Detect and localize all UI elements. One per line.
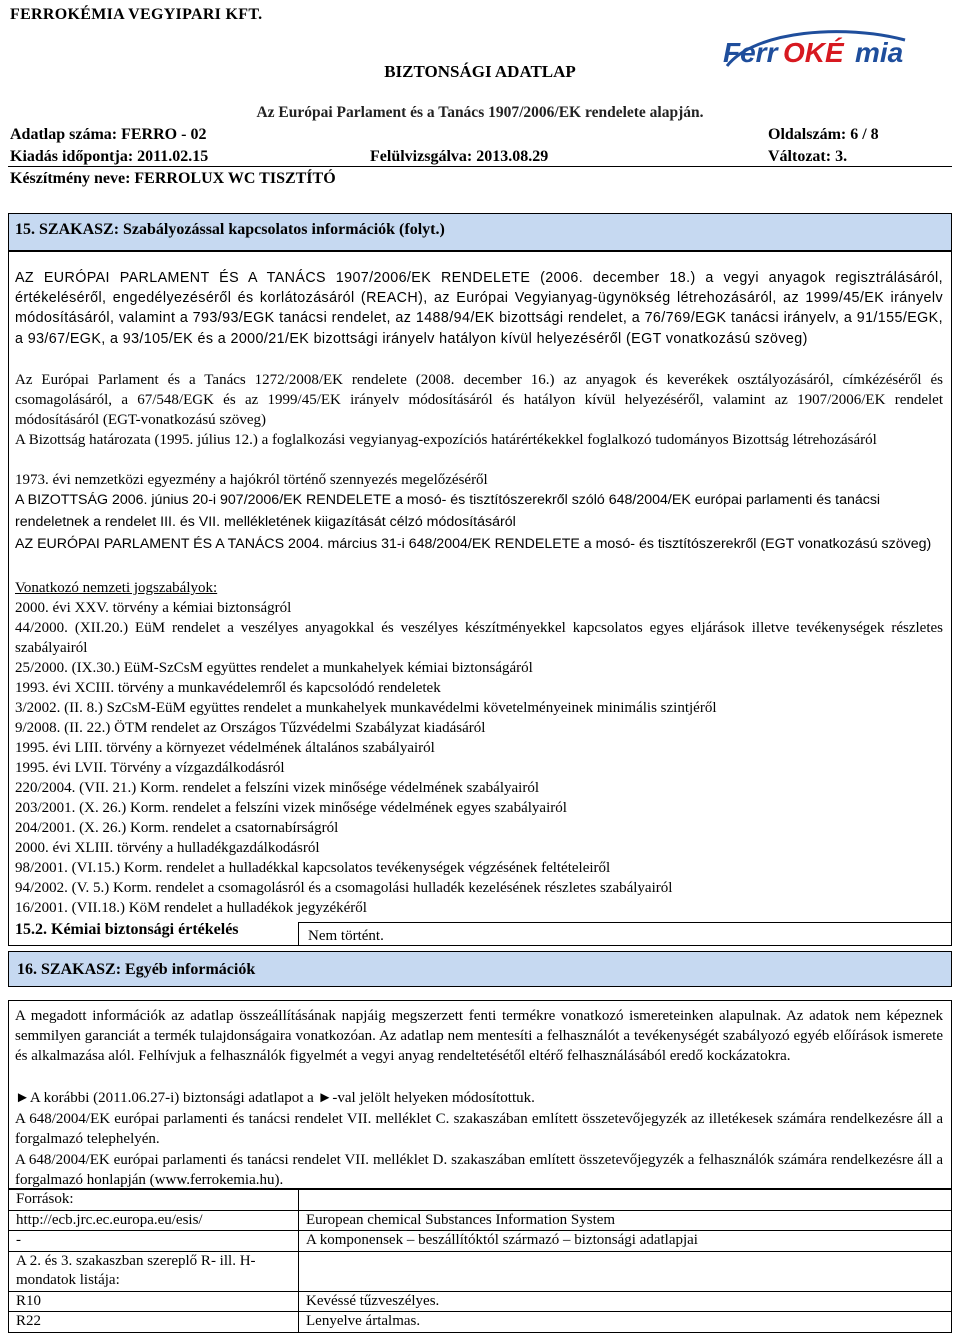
phrase-code: R22 (9, 1312, 299, 1333)
table-row (9, 1231, 952, 1252)
list-item: 1995. évi LIII. törvény a környezet védelmének általános szabályairól (15, 740, 435, 756)
table-cell (299, 1190, 952, 1211)
source-url: http://ecb.jrc.ec.europa.eu/esis/ (9, 1210, 299, 1231)
annex-d-text: A 648/2004/EK európai parlamenti és tanácsi rendelet VII. melléklet D. szakaszában említett összetevőjegyzék a felhasználók számára rendelkezésre áll a forgalmazó honlapján (www.ferrokemia.hu). (15, 1152, 943, 1189)
list-item: 1993. évi XCIII. törvény a munkavédelemről és kapcsolódó rendeletek (15, 680, 441, 696)
national-legislation-heading: Vonatkozó nemzeti jogszabályok: (15, 580, 218, 596)
svg-text:mia: mia (855, 37, 904, 68)
page-number: Oldalszám: 6 / 8 (768, 126, 879, 143)
version: Változat: 3. (768, 148, 848, 165)
phrase-list-label: A 2. és 3. szakaszban szereplő R- ill. H-mondatok listája: (9, 1251, 299, 1291)
marpol-text: 1973. évi nemzetközi egyezmény a hajókról történő szennyezés megelőzéséről (15, 472, 488, 488)
list-item: 9/2008. (II. 22.) ÖTM rendelet az Országos Tűzvédelmi Szabályzat kiadásáról (15, 720, 486, 736)
clp-regulation-text: Az Európai Parlament és a Tanács 1272/2008/EK rendelete (2008. december 16.) az anyagok és keverékek osztályozásáról, címkézéséről és csomagolásáról, a 67/548/EGK és az 1999/45/EK irányelv módosításáról és hatályon kívül helyezéséről, valamint az 1907/2006/EK rendelet módosításáról (EGT-vonatkozású szöveg) (15, 372, 943, 429)
annex-c-text: A 648/2004/EK európai parlamenti és tanácsi rendelet VII. melléklet C. szakaszában említett összetevőjegyzék az illetékesek számára rendelkezésre áll a forgalmazó telephelyén. (15, 1111, 943, 1148)
table-row (9, 1312, 952, 1333)
list-item: 25/2000. (IX.30.) EüM-SzCsM együttes rendelet a munkahelyek kémiai biztonságáról (15, 660, 533, 676)
list-item: 204/2001. (X. 26.) Korm. rendelet a csatornabírságról (15, 820, 339, 836)
sources-label: Források: (9, 1190, 299, 1211)
phrase-text: Lenyelve ártalmas. (299, 1312, 952, 1333)
reach-regulation-text: AZ EURÓPAI PARLAMENT ÉS A TANÁCS 1907/2006/EK RENDELETE (2006. december 18.) a vegyi anyagok regisztrálásáról, értékeléséről, engedélyezéséről és korlátozásáról (REACH), az Európai Vegyianyag-ügynökség létrehozásáról, az 1999/45/EK irányelv módosításáról, valamint a 793/93/EGK tanácsi rendelet, az 1488/94/EK bizottsági rendelet, a 76/769/EGK tanácsi irányelv, a 91/155/EGK, a 93/67/EGK, a 93/105/EK és a 2000/21/EK bizottsági irányelv hatályon kívül helyezéséről (EGT vonatkozású szöveg) (15, 270, 943, 347)
document-title: BIZTONSÁGI ADATLAP (384, 62, 576, 81)
svg-text:Ferr: Ferr (723, 37, 778, 68)
source-description: A komponensek – beszállítóktól származó – biztonsági adatlapjai (299, 1231, 952, 1252)
table-row (9, 1251, 952, 1291)
list-item: 44/2000. (XII.20.) EüM rendelet a veszélyes anyagokkal és veszélyes készítményekkel kapcsolatos egyes eljárások illetve tevékenységek részletes szabályairól (15, 620, 943, 657)
svg-text:OKÉ: OKÉ (783, 37, 844, 68)
revision-note: ►A korábbi (2011.06.27-i) biztonsági adatlapot a ►-val jelölt helyeken módosítottuk. (15, 1090, 535, 1106)
sources-table (8, 1189, 952, 1333)
regulation-648-2004-text: AZ EURÓPAI PARLAMENT ÉS A TANÁCS 2004. március 31-i 648/2004/EK RENDELETE a mosó- és tisztítószerekről (EGT vonatkozású szöveg) (15, 536, 932, 552)
company-name: FERROKÉMIA VEGYIPARI KFT. (10, 6, 263, 23)
list-item: 203/2001. (X. 26.) Korm. rendelet a felszíni vizek minősége védelmének egyes szabályairól (15, 800, 567, 816)
regulation-907-2006-text: A BIZOTTSÁG 2006. június 20-i 907/2006/EK RENDELETE a mosó- és tisztítószerekről szóló 648/2004/EK európai parlamenti és tanácsi rendeletnek a rendelet III. és VII. mellékletének kiigazítását célzó módosításáról (15, 492, 881, 530)
list-item: 220/2004. (VII. 21.) Korm. rendelet a felszíni vizek minősége védelmének szabályairól (15, 780, 539, 796)
regulation-basis: Az Európai Parlament és a Tanács 1907/2006/EK rendelete alapján. (256, 104, 704, 121)
phrase-text: Kevéssé tűzveszélyes. (299, 1291, 952, 1312)
section-15-header: 15. SZAKASZ: Szabályozással kapcsolatos információk (folyt.) (8, 213, 952, 251)
chemical-safety-assessment-label: 15.2. Kémiai biztonsági értékelés (15, 921, 239, 938)
phrase-code: R10 (9, 1291, 299, 1312)
table-cell (299, 1251, 952, 1291)
list-item: 1995. évi LVII. Törvény a vízgazdálkodásról (15, 760, 285, 776)
chemical-safety-assessment-value: Nem történt. (298, 922, 952, 946)
table-row (9, 1190, 952, 1211)
source-description: European chemical Substances Information System (299, 1210, 952, 1231)
revised-date: Felülvizsgálva: 2013.08.29 (370, 148, 549, 165)
list-item: 3/2002. (II. 8.) SzCsM-EüM együttes rendelet a munkahelyek munkavédelmi követelményeinek minimális szintjéről (15, 700, 717, 716)
issue-date: Kiadás időpontja: 2011.02.15 (10, 148, 209, 165)
list-item: 94/2002. (V. 5.) Korm. rendelet a csomagolásról és a csomagolási hulladék kezelésének részletes szabályairól (15, 880, 673, 896)
header-rule (8, 166, 952, 167)
list-item: 2000. évi XXV. törvény a kémiai biztonságról (15, 600, 292, 616)
list-item: 16/2001. (VII.18.) KöM rendelet a hulladékok jegyzékéről (15, 900, 367, 916)
table-row (9, 1210, 952, 1231)
section-16-header: 16. SZAKASZ: Egyéb információk (8, 951, 952, 987)
sheet-number: Adatlap száma: FERRO - 02 (10, 126, 207, 143)
list-item: 98/2001. (VI.15.) Korm. rendelet a hulladékkal kapcsolatos tevékenységek végzésének feltételeiről (15, 860, 611, 876)
list-item: 2000. évi XLIII. törvény a hulladékgazdálkodásról (15, 840, 320, 856)
commission-decision-text: A Bizottság határozata (1995. július 12.) a foglalkozási vegyianyag-expozíciós határértékekkel foglalkozó tudományos Bizottság létrehozásáról (15, 432, 877, 448)
disclaimer-text: A megadott információk az adatlap összeállításának napjáig megszerzett fenti termékre vonatkozó ismereteinken alapulnak. Az adatok nem képeznek semmilyen garanciát a termék tulajdonságaira vonatkozóan. Az adatlap nem mentesíti a felhasználót a tevékenységét szabályozó egyéb előírások ismerete és alkalmazása alól. Felhívjuk a felhasználók figyelmét a vegyi anyag rendeltetésétől eltérő felhasználásából eredő kockázatokra. (15, 1008, 943, 1065)
product-name: Készítmény neve: FERROLUX WC TISZTÍTÓ (10, 170, 336, 187)
table-row (9, 1291, 952, 1312)
source-url: - (9, 1231, 299, 1252)
